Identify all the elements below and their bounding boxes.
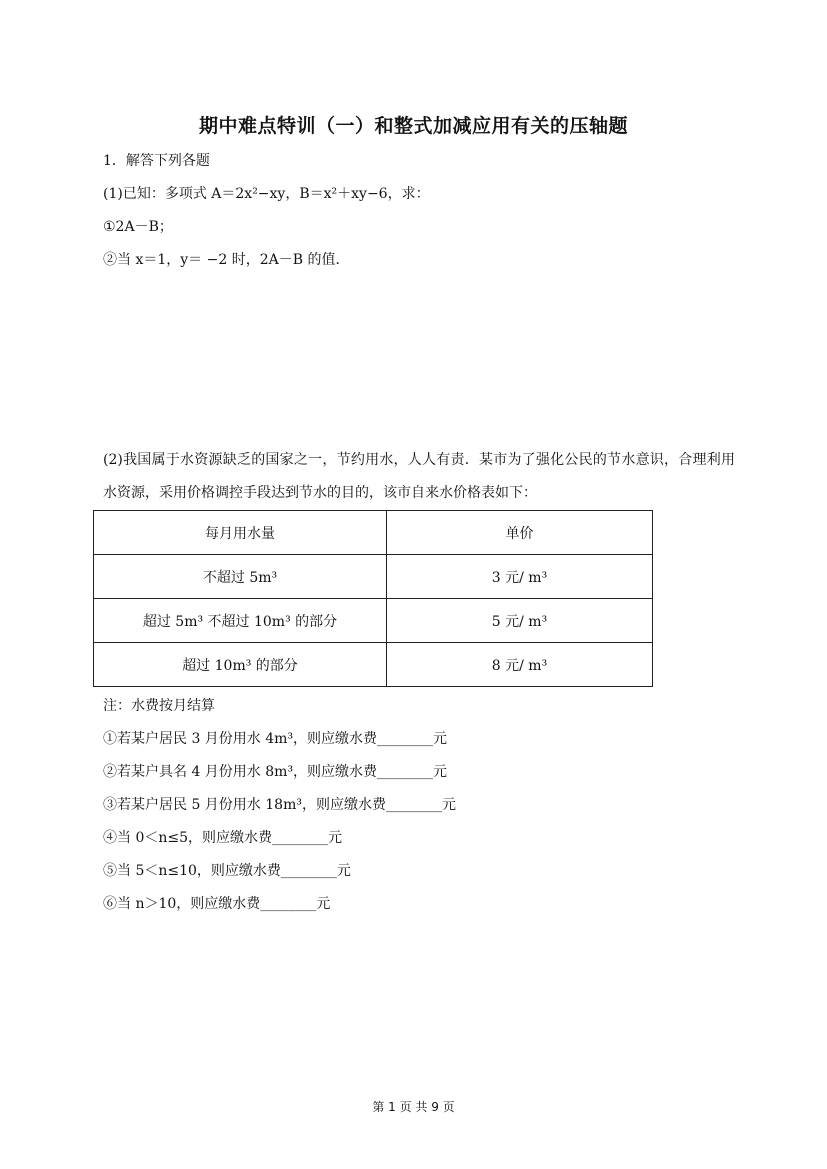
table-row	[94, 555, 653, 599]
table-cell: 8 元/ m³	[387, 643, 653, 687]
subquestion-5: ⑤当 5＜n≤10，则应缴水费________元	[103, 863, 351, 879]
part1-intro: (1)已知：多项式 A＝2x²−xy，B＝x²＋xy−6，求：	[103, 186, 430, 202]
subquestion-4: ④当 0＜n≤5，则应缴水费________元	[103, 830, 343, 846]
table-header-row	[94, 511, 653, 555]
part1-item-b: ②当 x＝1，y＝ −2 时，2A－B 的值．	[103, 252, 350, 268]
subquestion-3: ③若某户居民 5 月份用水 18m³，则应缴水费________元	[103, 797, 456, 813]
part1-item-a: ①2A－B；	[103, 219, 173, 235]
subquestion-1: ①若某户居民 3 月份用水 4m³，则应缴水费________元	[103, 731, 448, 747]
table-cell: 不超过 5m³	[94, 555, 387, 599]
water-price-table	[93, 510, 653, 687]
subquestion-6: ⑥当 n＞10，则应缴水费________元	[103, 896, 331, 912]
part2-intro: (2)我国属于水资源缺乏的国家之一，节约用水，人人有责．某市为了强化公民的节水意识，合理利用水资源，采用价格调控手段达到节水的目的，该市自来水价格表如下：	[103, 452, 735, 501]
table-row	[94, 643, 653, 687]
question-heading: 1．解答下列各题	[103, 153, 210, 169]
page-title: 期中难点特训（一）和整式加减应用有关的压轴题	[198, 115, 628, 137]
table-cell: 3 元/ m³	[387, 555, 653, 599]
subquestion-2: ②若某户具名 4 月份用水 8m³，则应缴水费________元	[103, 764, 448, 780]
table-header-cell: 每月用水量	[94, 511, 387, 555]
table-header-cell: 单价	[387, 511, 653, 555]
table-cell: 超过 10m³ 的部分	[94, 643, 387, 687]
table-cell: 5 元/ m³	[387, 599, 653, 643]
page-footer: 第 1 页 共 9 页	[372, 1100, 455, 1114]
table-cell: 超过 5m³ 不超过 10m³ 的部分	[94, 599, 387, 643]
note-text: 注：水费按月结算	[103, 698, 215, 714]
table-row	[94, 599, 653, 643]
